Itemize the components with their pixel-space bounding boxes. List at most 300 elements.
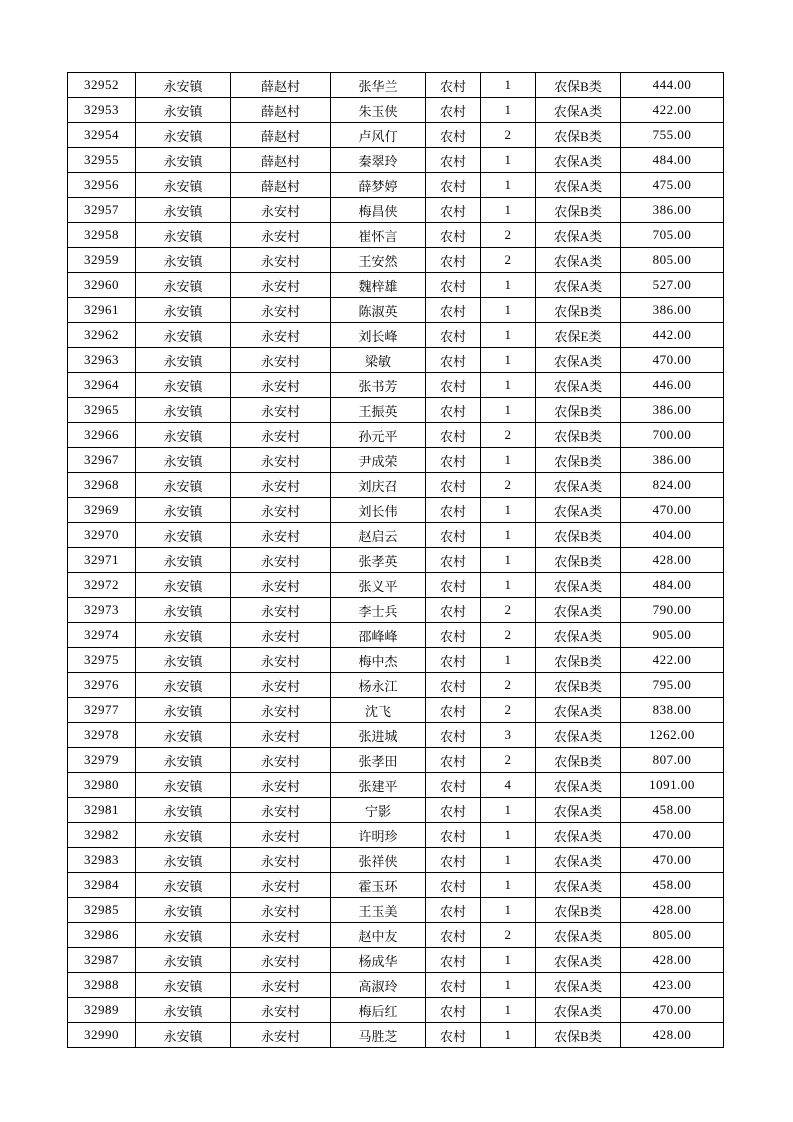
table-row (68, 923, 724, 948)
cell-amount: 404.00 (621, 523, 724, 548)
cell-residence-type: 农村 (426, 573, 481, 598)
cell-record-id: 32963 (68, 348, 136, 373)
cell-village: 永安村 (231, 698, 331, 723)
cell-insurance-category: 农保B类 (536, 123, 621, 148)
cell-record-id: 32986 (68, 923, 136, 948)
cell-village: 永安村 (231, 823, 331, 848)
table-row (68, 823, 724, 848)
cell-village: 永安村 (231, 198, 331, 223)
cell-person-count: 4 (481, 773, 536, 798)
cell-record-id: 32955 (68, 148, 136, 173)
cell-insurance-category: 农保B类 (536, 673, 621, 698)
cell-person-name: 刘长峰 (331, 323, 426, 348)
cell-record-id: 32987 (68, 948, 136, 973)
cell-residence-type: 农村 (426, 373, 481, 398)
cell-person-name: 邵峰峰 (331, 623, 426, 648)
cell-insurance-category: 农保A类 (536, 698, 621, 723)
cell-person-count: 1 (481, 973, 536, 998)
cell-village: 永安村 (231, 748, 331, 773)
cell-insurance-category: 农保A类 (536, 248, 621, 273)
cell-insurance-category: 农保A类 (536, 223, 621, 248)
cell-person-name: 朱玉侠 (331, 98, 426, 123)
cell-person-count: 1 (481, 73, 536, 98)
cell-village: 永安村 (231, 373, 331, 398)
cell-person-name: 梅后红 (331, 998, 426, 1023)
cell-person-count: 2 (481, 698, 536, 723)
cell-person-count: 1 (481, 273, 536, 298)
cell-person-count: 2 (481, 673, 536, 698)
table-body (68, 73, 724, 1048)
cell-person-name: 赵中友 (331, 923, 426, 948)
cell-residence-type: 农村 (426, 623, 481, 648)
cell-village: 永安村 (231, 723, 331, 748)
cell-insurance-category: 农保A类 (536, 848, 621, 873)
cell-town: 永安镇 (136, 98, 231, 123)
cell-amount: 484.00 (621, 148, 724, 173)
cell-village: 永安村 (231, 248, 331, 273)
cell-person-count: 1 (481, 98, 536, 123)
cell-residence-type: 农村 (426, 648, 481, 673)
table-row (68, 648, 724, 673)
cell-insurance-category: 农保B类 (536, 748, 621, 773)
cell-person-name: 尹成荣 (331, 448, 426, 473)
cell-record-id: 32979 (68, 748, 136, 773)
cell-person-count: 2 (481, 598, 536, 623)
cell-person-count: 1 (481, 523, 536, 548)
cell-village: 永安村 (231, 573, 331, 598)
cell-insurance-category: 农保B类 (536, 73, 621, 98)
cell-person-name: 李士兵 (331, 598, 426, 623)
cell-person-count: 1 (481, 573, 536, 598)
cell-insurance-category: 农保A类 (536, 98, 621, 123)
cell-insurance-category: 农保A类 (536, 773, 621, 798)
table-row (68, 148, 724, 173)
cell-village: 永安村 (231, 798, 331, 823)
cell-person-count: 1 (481, 1023, 536, 1048)
cell-insurance-category: 农保A类 (536, 823, 621, 848)
table-row (68, 673, 724, 698)
cell-residence-type: 农村 (426, 698, 481, 723)
table-row (68, 323, 724, 348)
cell-amount: 700.00 (621, 423, 724, 448)
cell-record-id: 32956 (68, 173, 136, 198)
cell-village: 永安村 (231, 948, 331, 973)
cell-residence-type: 农村 (426, 248, 481, 273)
cell-record-id: 32968 (68, 473, 136, 498)
cell-person-name: 魏梓雄 (331, 273, 426, 298)
cell-record-id: 32976 (68, 673, 136, 698)
cell-person-name: 张华兰 (331, 73, 426, 98)
cell-record-id: 32964 (68, 373, 136, 398)
table-row (68, 1023, 724, 1048)
cell-person-count: 1 (481, 548, 536, 573)
table-row (68, 498, 724, 523)
cell-record-id: 32953 (68, 98, 136, 123)
cell-record-id: 32969 (68, 498, 136, 523)
cell-amount: 470.00 (621, 998, 724, 1023)
cell-residence-type: 农村 (426, 273, 481, 298)
cell-person-count: 3 (481, 723, 536, 748)
cell-insurance-category: 农保A类 (536, 998, 621, 1023)
cell-amount: 484.00 (621, 573, 724, 598)
table-row (68, 973, 724, 998)
cell-insurance-category: 农保B类 (536, 298, 621, 323)
cell-insurance-category: 农保B类 (536, 398, 621, 423)
cell-record-id: 32965 (68, 398, 136, 423)
cell-person-name: 王玉美 (331, 898, 426, 923)
cell-person-count: 1 (481, 498, 536, 523)
cell-amount: 527.00 (621, 273, 724, 298)
cell-town: 永安镇 (136, 1023, 231, 1048)
cell-insurance-category: 农保A类 (536, 498, 621, 523)
cell-town: 永安镇 (136, 248, 231, 273)
cell-insurance-category: 农保B类 (536, 548, 621, 573)
cell-amount: 838.00 (621, 698, 724, 723)
cell-residence-type: 农村 (426, 723, 481, 748)
cell-amount: 422.00 (621, 648, 724, 673)
cell-person-count: 1 (481, 373, 536, 398)
cell-village: 永安村 (231, 1023, 331, 1048)
table-row (68, 473, 724, 498)
cell-person-name: 陈淑英 (331, 298, 426, 323)
cell-residence-type: 农村 (426, 473, 481, 498)
cell-record-id: 32989 (68, 998, 136, 1023)
cell-amount: 386.00 (621, 398, 724, 423)
cell-amount: 470.00 (621, 498, 724, 523)
cell-village: 永安村 (231, 398, 331, 423)
cell-person-count: 1 (481, 648, 536, 673)
table-row (68, 73, 724, 98)
cell-insurance-category: 农保A类 (536, 273, 621, 298)
cell-insurance-category: 农保A类 (536, 723, 621, 748)
cell-amount: 470.00 (621, 823, 724, 848)
cell-village: 薛赵村 (231, 148, 331, 173)
cell-insurance-category: 农保B类 (536, 898, 621, 923)
cell-amount: 805.00 (621, 248, 724, 273)
cell-person-name: 张建平 (331, 773, 426, 798)
cell-town: 永安镇 (136, 873, 231, 898)
cell-person-count: 2 (481, 923, 536, 948)
cell-residence-type: 农村 (426, 1023, 481, 1048)
cell-amount: 824.00 (621, 473, 724, 498)
cell-village: 永安村 (231, 673, 331, 698)
table-row (68, 598, 724, 623)
cell-amount: 705.00 (621, 223, 724, 248)
cell-town: 永安镇 (136, 198, 231, 223)
cell-residence-type: 农村 (426, 423, 481, 448)
cell-village: 永安村 (231, 223, 331, 248)
cell-village: 永安村 (231, 548, 331, 573)
cell-village: 永安村 (231, 848, 331, 873)
cell-amount: 428.00 (621, 948, 724, 973)
cell-amount: 470.00 (621, 348, 724, 373)
cell-record-id: 32975 (68, 648, 136, 673)
cell-town: 永安镇 (136, 548, 231, 573)
cell-amount: 442.00 (621, 323, 724, 348)
cell-insurance-category: 农保A类 (536, 373, 621, 398)
cell-town: 永安镇 (136, 948, 231, 973)
cell-person-name: 薛梦婷 (331, 173, 426, 198)
cell-record-id: 32960 (68, 273, 136, 298)
table-row (68, 698, 724, 723)
cell-town: 永安镇 (136, 273, 231, 298)
cell-residence-type: 农村 (426, 148, 481, 173)
cell-record-id: 32980 (68, 773, 136, 798)
cell-insurance-category: 农保A类 (536, 348, 621, 373)
cell-amount: 795.00 (621, 673, 724, 698)
cell-record-id: 32961 (68, 298, 136, 323)
cell-record-id: 32988 (68, 973, 136, 998)
cell-residence-type: 农村 (426, 673, 481, 698)
cell-town: 永安镇 (136, 698, 231, 723)
cell-person-name: 许明珍 (331, 823, 426, 848)
table-row (68, 548, 724, 573)
cell-residence-type: 农村 (426, 948, 481, 973)
cell-town: 永安镇 (136, 398, 231, 423)
cell-insurance-category: 农保B类 (536, 1023, 621, 1048)
cell-amount: 386.00 (621, 198, 724, 223)
cell-person-name: 张祥侠 (331, 848, 426, 873)
cell-residence-type: 农村 (426, 98, 481, 123)
cell-village: 薛赵村 (231, 73, 331, 98)
cell-amount: 1262.00 (621, 723, 724, 748)
table-row (68, 998, 724, 1023)
cell-person-count: 1 (481, 323, 536, 348)
cell-village: 永安村 (231, 423, 331, 448)
cell-insurance-category: 农保A类 (536, 573, 621, 598)
cell-record-id: 32971 (68, 548, 136, 573)
cell-record-id: 32984 (68, 873, 136, 898)
cell-village: 永安村 (231, 598, 331, 623)
cell-record-id: 32972 (68, 573, 136, 598)
cell-insurance-category: 农保A类 (536, 798, 621, 823)
cell-village: 薛赵村 (231, 173, 331, 198)
cell-person-count: 2 (481, 423, 536, 448)
cell-amount: 422.00 (621, 98, 724, 123)
cell-amount: 423.00 (621, 973, 724, 998)
cell-record-id: 32962 (68, 323, 136, 348)
cell-town: 永安镇 (136, 748, 231, 773)
cell-person-name: 王振英 (331, 398, 426, 423)
cell-town: 永安镇 (136, 823, 231, 848)
cell-person-name: 秦翠玲 (331, 148, 426, 173)
cell-person-name: 梅中杰 (331, 648, 426, 673)
cell-town: 永安镇 (136, 898, 231, 923)
cell-village: 永安村 (231, 648, 331, 673)
cell-amount: 458.00 (621, 798, 724, 823)
cell-amount: 428.00 (621, 898, 724, 923)
cell-person-name: 杨永江 (331, 673, 426, 698)
cell-person-count: 1 (481, 998, 536, 1023)
cell-insurance-category: 农保E类 (536, 323, 621, 348)
cell-residence-type: 农村 (426, 873, 481, 898)
table-row (68, 623, 724, 648)
cell-residence-type: 农村 (426, 498, 481, 523)
cell-village: 永安村 (231, 998, 331, 1023)
cell-person-name: 卢风仃 (331, 123, 426, 148)
cell-amount: 807.00 (621, 748, 724, 773)
cell-insurance-category: 农保A类 (536, 623, 621, 648)
cell-person-name: 马胜芝 (331, 1023, 426, 1048)
cell-person-count: 1 (481, 198, 536, 223)
cell-residence-type: 农村 (426, 348, 481, 373)
cell-village: 永安村 (231, 923, 331, 948)
cell-insurance-category: 农保A类 (536, 948, 621, 973)
table-row (68, 198, 724, 223)
cell-town: 永安镇 (136, 998, 231, 1023)
table-row (68, 448, 724, 473)
table-row (68, 373, 724, 398)
cell-insurance-category: 农保A类 (536, 173, 621, 198)
table-row (68, 348, 724, 373)
cell-town: 永安镇 (136, 848, 231, 873)
cell-town: 永安镇 (136, 523, 231, 548)
cell-residence-type: 农村 (426, 923, 481, 948)
cell-person-count: 1 (481, 848, 536, 873)
table-row (68, 748, 724, 773)
cell-person-name: 张进城 (331, 723, 426, 748)
cell-person-count: 1 (481, 173, 536, 198)
cell-record-id: 32954 (68, 123, 136, 148)
table-row (68, 173, 724, 198)
cell-amount: 1091.00 (621, 773, 724, 798)
cell-residence-type: 农村 (426, 323, 481, 348)
cell-residence-type: 农村 (426, 298, 481, 323)
cell-village: 永安村 (231, 773, 331, 798)
cell-amount: 446.00 (621, 373, 724, 398)
cell-amount: 475.00 (621, 173, 724, 198)
cell-town: 永安镇 (136, 598, 231, 623)
cell-town: 永安镇 (136, 673, 231, 698)
cell-person-name: 沈飞 (331, 698, 426, 723)
cell-insurance-category: 农保B类 (536, 448, 621, 473)
cell-village: 永安村 (231, 348, 331, 373)
cell-residence-type: 农村 (426, 898, 481, 923)
cell-town: 永安镇 (136, 923, 231, 948)
cell-town: 永安镇 (136, 298, 231, 323)
cell-village: 永安村 (231, 498, 331, 523)
cell-town: 永安镇 (136, 448, 231, 473)
cell-village: 永安村 (231, 298, 331, 323)
cell-town: 永安镇 (136, 373, 231, 398)
cell-person-count: 1 (481, 898, 536, 923)
cell-residence-type: 农村 (426, 173, 481, 198)
cell-person-name: 王安然 (331, 248, 426, 273)
cell-person-name: 高淑玲 (331, 973, 426, 998)
cell-record-id: 32967 (68, 448, 136, 473)
cell-town: 永安镇 (136, 648, 231, 673)
cell-record-id: 32978 (68, 723, 136, 748)
cell-insurance-category: 农保B类 (536, 523, 621, 548)
cell-residence-type: 农村 (426, 998, 481, 1023)
cell-insurance-category: 农保A类 (536, 973, 621, 998)
cell-amount: 470.00 (621, 848, 724, 873)
cell-amount: 790.00 (621, 598, 724, 623)
table-row (68, 223, 724, 248)
cell-person-count: 1 (481, 448, 536, 473)
cell-person-name: 张义平 (331, 573, 426, 598)
cell-amount: 444.00 (621, 73, 724, 98)
cell-person-name: 张书芳 (331, 373, 426, 398)
table-row (68, 573, 724, 598)
cell-person-count: 1 (481, 948, 536, 973)
cell-insurance-category: 农保A类 (536, 923, 621, 948)
cell-person-count: 1 (481, 148, 536, 173)
cell-residence-type: 农村 (426, 973, 481, 998)
cell-amount: 428.00 (621, 548, 724, 573)
table-row (68, 423, 724, 448)
cell-record-id: 32985 (68, 898, 136, 923)
cell-town: 永安镇 (136, 473, 231, 498)
cell-person-name: 孙元平 (331, 423, 426, 448)
cell-amount: 428.00 (621, 1023, 724, 1048)
cell-residence-type: 农村 (426, 523, 481, 548)
cell-town: 永安镇 (136, 623, 231, 648)
cell-person-name: 刘庆召 (331, 473, 426, 498)
cell-person-name: 杨成华 (331, 948, 426, 973)
cell-person-count: 2 (481, 473, 536, 498)
cell-record-id: 32959 (68, 248, 136, 273)
cell-residence-type: 农村 (426, 748, 481, 773)
cell-person-name: 刘长伟 (331, 498, 426, 523)
cell-town: 永安镇 (136, 723, 231, 748)
cell-record-id: 32973 (68, 598, 136, 623)
table-row (68, 848, 724, 873)
cell-village: 永安村 (231, 323, 331, 348)
cell-person-count: 2 (481, 748, 536, 773)
cell-residence-type: 农村 (426, 773, 481, 798)
cell-town: 永安镇 (136, 323, 231, 348)
cell-insurance-category: 农保B类 (536, 198, 621, 223)
cell-record-id: 32974 (68, 623, 136, 648)
cell-record-id: 32966 (68, 423, 136, 448)
cell-insurance-category: 农保A类 (536, 873, 621, 898)
cell-record-id: 32982 (68, 823, 136, 848)
table-row (68, 248, 724, 273)
cell-person-name: 宁影 (331, 798, 426, 823)
cell-amount: 805.00 (621, 923, 724, 948)
cell-person-count: 1 (481, 798, 536, 823)
cell-insurance-category: 农保A类 (536, 473, 621, 498)
cell-town: 永安镇 (136, 498, 231, 523)
cell-amount: 755.00 (621, 123, 724, 148)
cell-village: 永安村 (231, 873, 331, 898)
cell-person-count: 1 (481, 398, 536, 423)
cell-person-count: 1 (481, 823, 536, 848)
cell-person-count: 2 (481, 248, 536, 273)
table-row (68, 773, 724, 798)
cell-person-count: 2 (481, 223, 536, 248)
cell-residence-type: 农村 (426, 548, 481, 573)
cell-record-id: 32958 (68, 223, 136, 248)
cell-person-name: 赵启云 (331, 523, 426, 548)
cell-person-count: 2 (481, 623, 536, 648)
cell-amount: 458.00 (621, 873, 724, 898)
cell-amount: 386.00 (621, 298, 724, 323)
cell-town: 永安镇 (136, 973, 231, 998)
cell-record-id: 32977 (68, 698, 136, 723)
cell-residence-type: 农村 (426, 448, 481, 473)
cell-record-id: 32952 (68, 73, 136, 98)
cell-village: 永安村 (231, 473, 331, 498)
cell-person-name: 张孝田 (331, 748, 426, 773)
cell-person-name: 崔怀言 (331, 223, 426, 248)
cell-town: 永安镇 (136, 73, 231, 98)
cell-person-name: 梁敏 (331, 348, 426, 373)
table-row (68, 898, 724, 923)
cell-village: 永安村 (231, 898, 331, 923)
table-row (68, 723, 724, 748)
